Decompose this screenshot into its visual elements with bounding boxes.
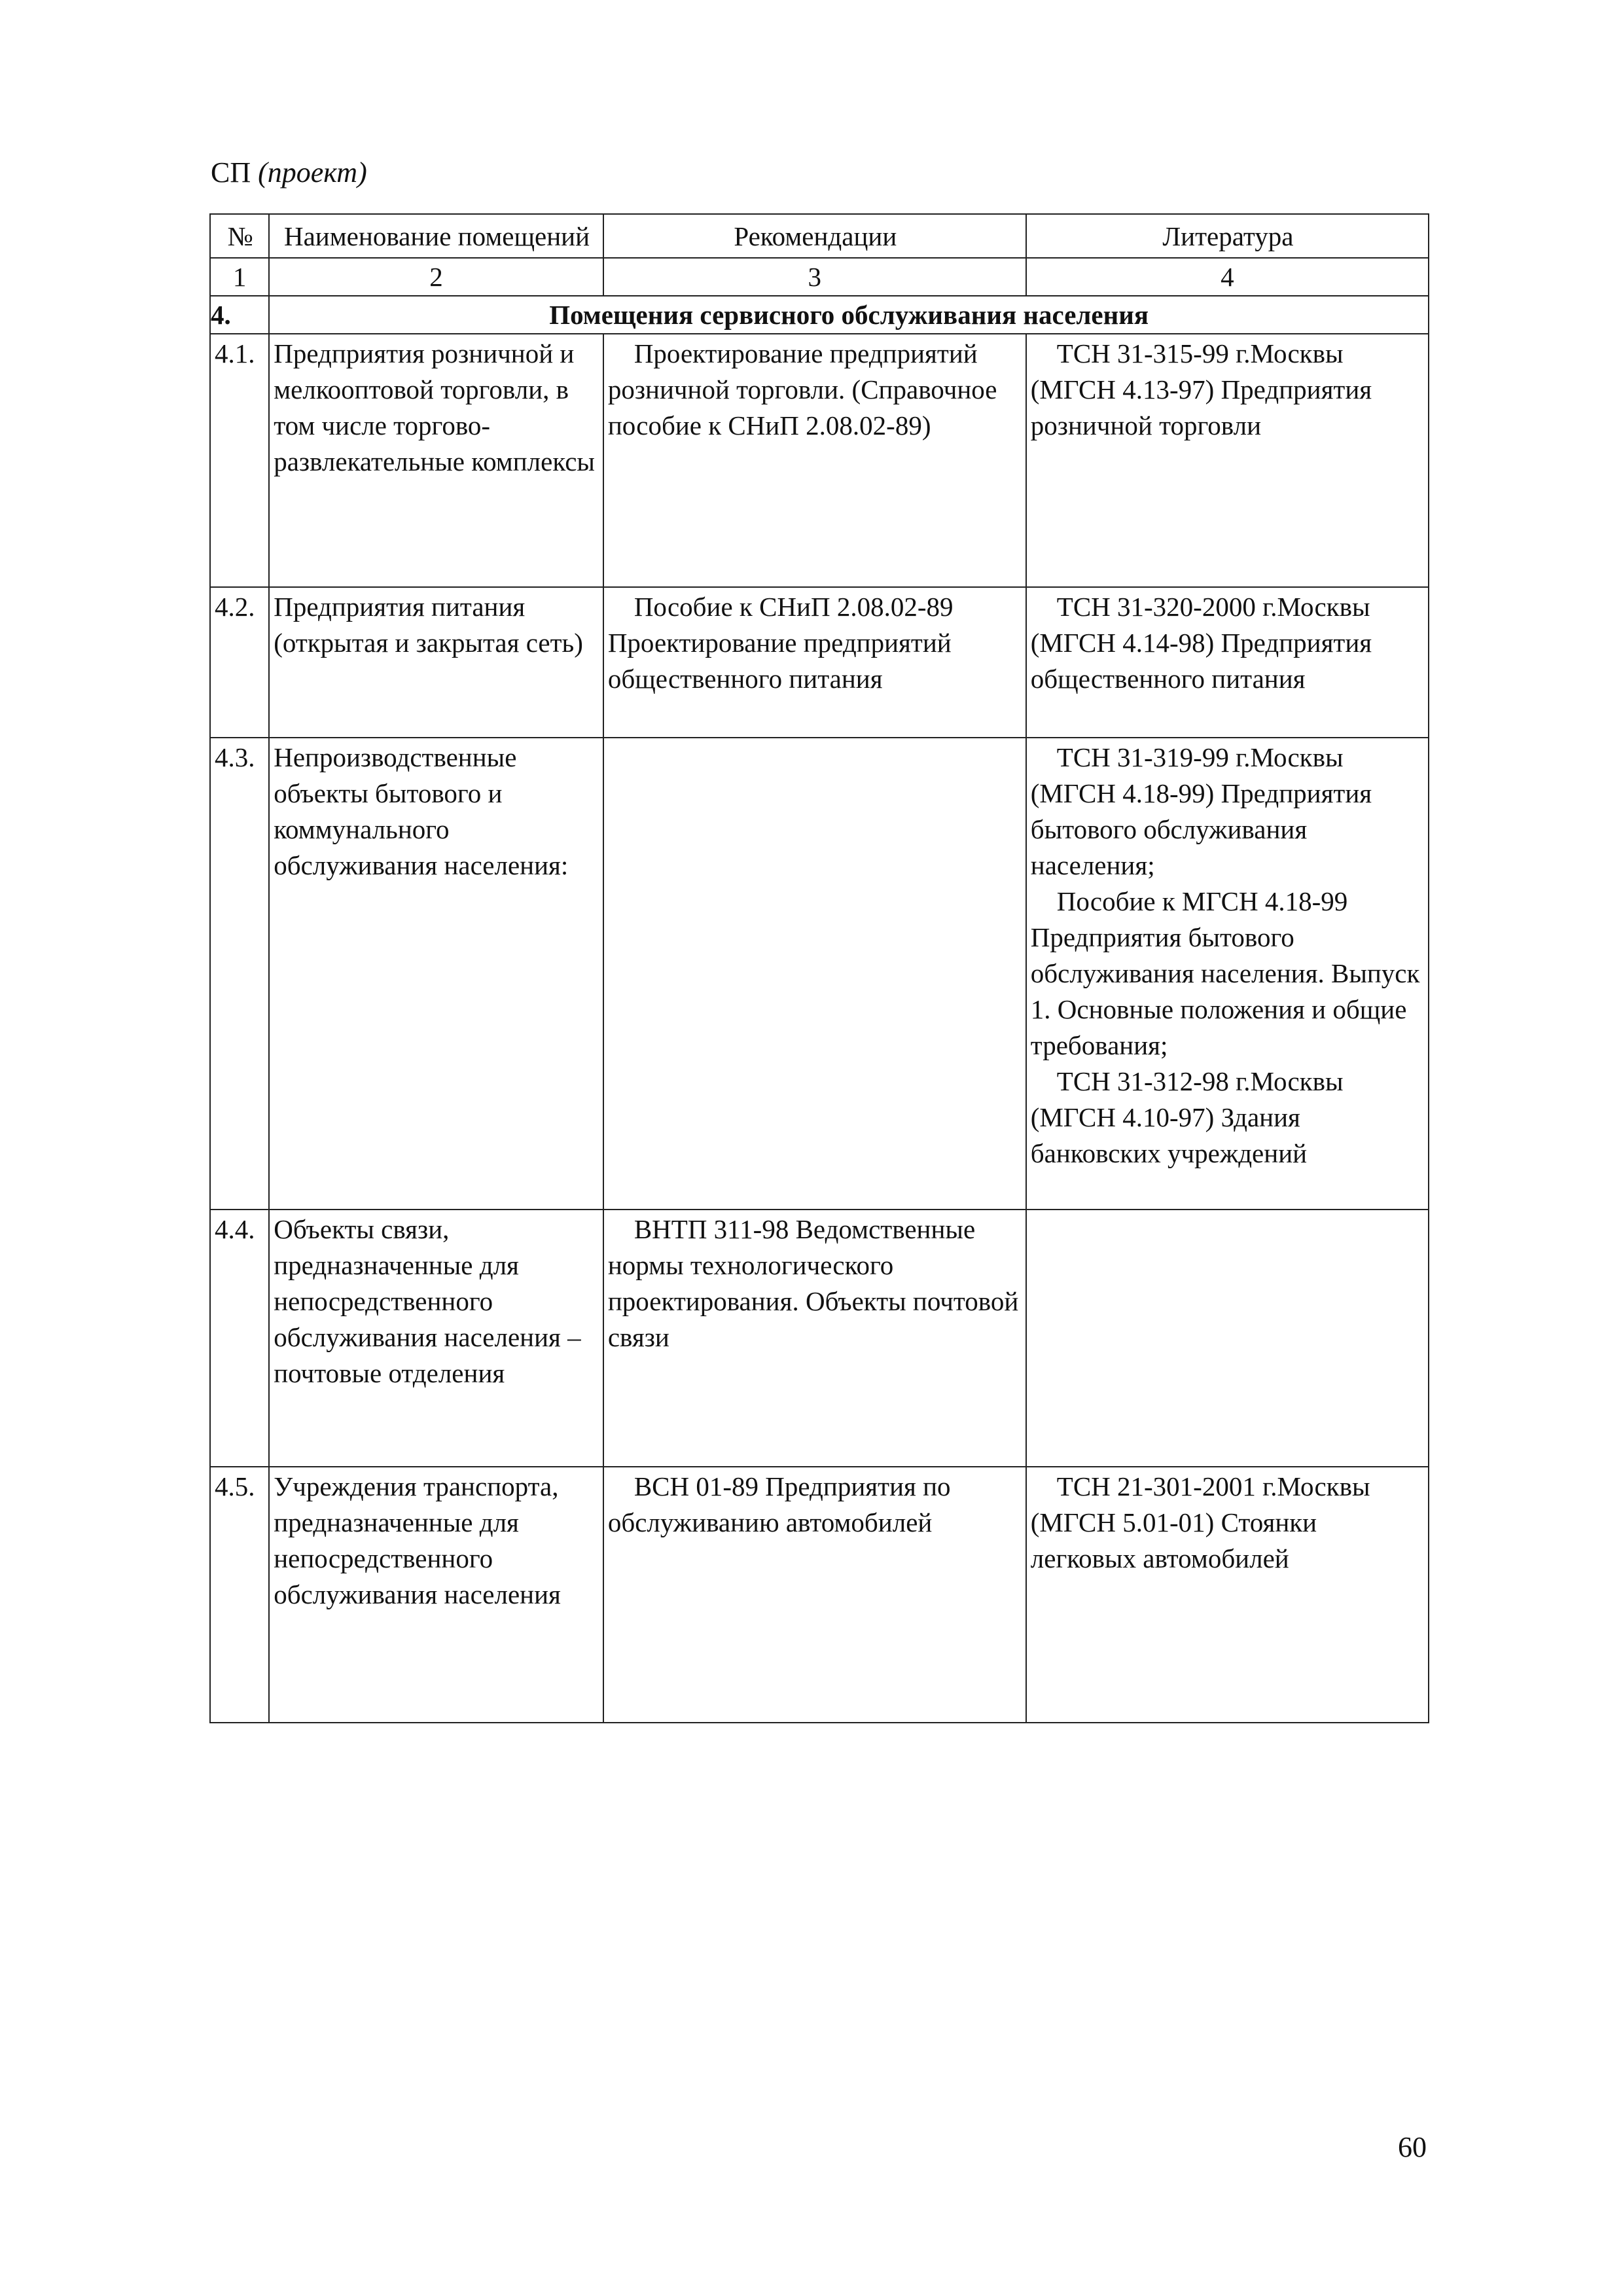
literature-item: ТСН 31-319-99 г.Москвы (МГСН 4.18-99) Предприятия бытового обслуживания населения; bbox=[1030, 742, 1372, 880]
premises-name: Предприятия розничной и мелкооптовой торговли, в том числе торгово-развлекательные комплексы bbox=[269, 334, 603, 587]
premises-name: Объекты связи, предназначенные для непосредственного обслуживания населения – почтовые отделения bbox=[269, 1210, 603, 1467]
column-header: Рекомендации bbox=[603, 214, 1026, 258]
document-status: (проект) bbox=[258, 156, 367, 188]
column-number-row bbox=[210, 258, 1429, 296]
row-number: 4.4. bbox=[210, 1210, 269, 1467]
literature-item: ТСН 31-320-2000 г.Москвы (МГСН 4.14-98) Предприятия общественного питания bbox=[1030, 592, 1372, 694]
premises-table bbox=[209, 213, 1429, 1723]
column-header: Литература bbox=[1026, 214, 1429, 258]
column-header: № bbox=[210, 214, 269, 258]
literature bbox=[1026, 587, 1429, 738]
literature bbox=[1026, 738, 1429, 1210]
section-number: 4. bbox=[210, 296, 269, 334]
literature-item: ТСН 21-301-2001 г.Москвы (МГСН 5.01-01) Стоянки легковых автомобилей bbox=[1030, 1471, 1370, 1573]
table-row bbox=[210, 1467, 1429, 1723]
column-number: 3 bbox=[603, 258, 1026, 296]
column-number: 4 bbox=[1026, 258, 1429, 296]
recommendation bbox=[603, 738, 1026, 1210]
premises-name: Учреждения транспорта, предназначенные для непосредственного обслуживания населения bbox=[269, 1467, 603, 1723]
literature bbox=[1026, 1210, 1429, 1467]
row-number: 4.3. bbox=[210, 738, 269, 1210]
table-header-row bbox=[210, 214, 1429, 258]
literature-item: Пособие к МГСН 4.18-99 Предприятия бытового обслуживания населения. Выпуск 1. Основные положения и общие требования; bbox=[1030, 886, 1420, 1060]
table-row bbox=[210, 334, 1429, 587]
section-row bbox=[210, 296, 1429, 334]
table-row bbox=[210, 1210, 1429, 1467]
document-code: СП bbox=[211, 156, 251, 188]
recommendation: Проектирование предприятий розничной торговли. (Справочное пособие к СНиП 2.08.02-89) bbox=[603, 334, 1026, 587]
recommendation: ВСН 01-89 Предприятия по обслуживанию автомобилей bbox=[603, 1467, 1026, 1723]
literature-item: ТСН 31-315-99 г.Москвы (МГСН 4.13-97) Предприятия розничной торговли bbox=[1030, 338, 1372, 440]
section-title: Помещения сервисного обслуживания населения bbox=[269, 296, 1429, 334]
row-number: 4.1. bbox=[210, 334, 269, 587]
table-row bbox=[210, 587, 1429, 738]
recommendation: ВНТП 311-98 Ведомственные нормы технологического проектирования. Объекты почтовой связи bbox=[603, 1210, 1026, 1467]
column-header: Наименование помещений bbox=[269, 214, 603, 258]
premises-name: Предприятия питания (открытая и закрытая сеть) bbox=[269, 587, 603, 738]
premises-name: Непроизводственные объекты бытового и коммунального обслуживания населения: bbox=[269, 738, 603, 1210]
literature bbox=[1026, 334, 1429, 587]
row-number: 4.2. bbox=[210, 587, 269, 738]
row-number: 4.5. bbox=[210, 1467, 269, 1723]
table-row bbox=[210, 738, 1429, 1210]
recommendation: Пособие к СНиП 2.08.02-89 Проектирование предприятий общественного питания bbox=[603, 587, 1026, 738]
literature bbox=[1026, 1467, 1429, 1723]
column-number: 2 bbox=[269, 258, 603, 296]
page-number: 60 bbox=[1398, 2131, 1427, 2163]
column-number: 1 bbox=[210, 258, 269, 296]
literature-item: ТСН 31-312-98 г.Москвы (МГСН 4.10-97) Здания банковских учреждений bbox=[1030, 1066, 1344, 1168]
document-header bbox=[211, 156, 367, 189]
